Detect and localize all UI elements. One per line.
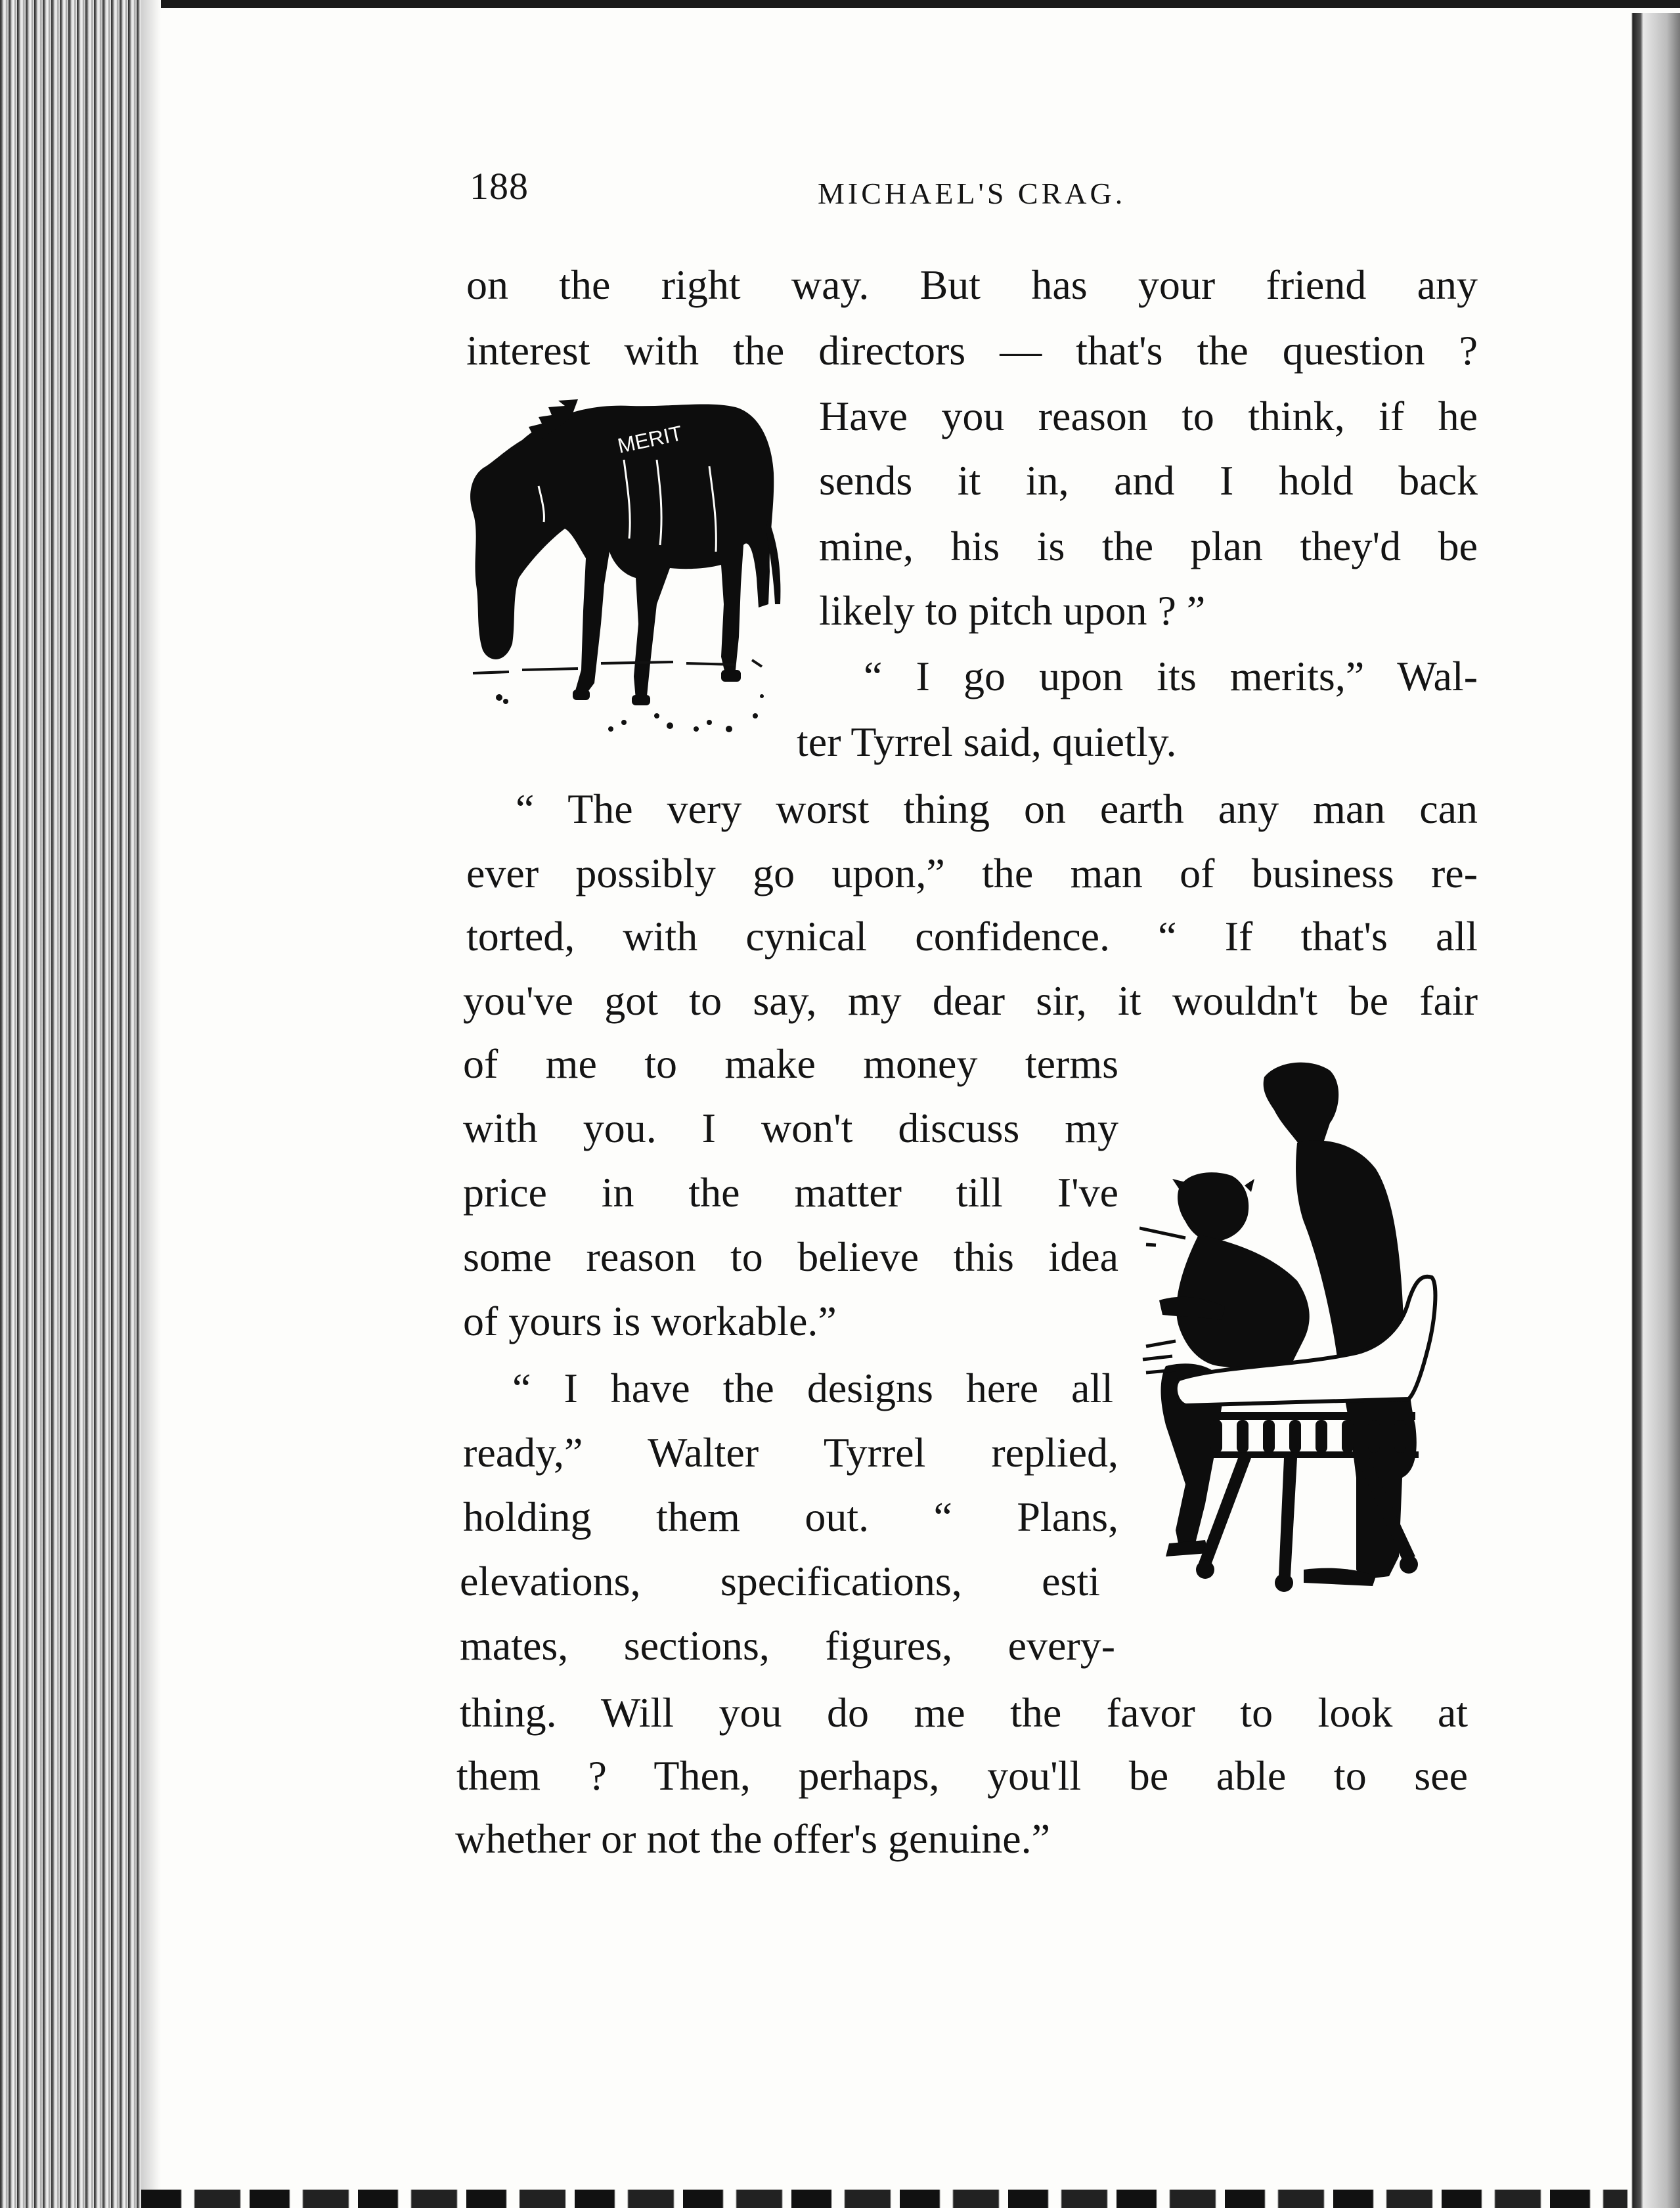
text-line-14: with you. I won't discuss my [463,1105,1118,1151]
text-line-25: whether or not the offer's genuine.” [455,1815,1051,1862]
page-number: 188 [470,165,529,208]
bottom-edge [141,2190,1627,2208]
horse-label-text: MERIT [615,421,684,458]
text-line-11: torted, with cynical confidence. “ If that's all [466,913,1478,960]
text-line-1: on the right way. But has your friend any [466,261,1478,308]
top-edge [131,0,1680,8]
text-line-17: of yours is workable.” [463,1298,837,1344]
text-line-13: of me to make money terms [463,1040,1118,1087]
text-line-6: likely to pitch upon ? ” [819,587,1206,634]
text-line-4: sends it in, and I hold back [819,457,1478,504]
two-men-silhouette-illustration [1139,1057,1481,1648]
text-line-5: mine, his is the plan they'd be [819,523,1478,569]
text-line-9: “ The very worst thing on earth any man can [516,785,1478,832]
text-line-15: price in the matter till I've [463,1169,1118,1216]
text-line-16: some reason to believe this idea [463,1233,1118,1280]
right-page-border [1627,13,1680,2208]
text-line-18: “ I have the designs here all [512,1365,1113,1411]
running-head [470,164,1494,217]
gutter-shadow [141,0,161,2208]
text-line-19: ready,” Walter Tyrrel replied, [463,1429,1118,1476]
text-line-22: mates, sections, figures, every- [460,1622,1115,1669]
text-line-2: interest with the directors — that's the question ? [466,327,1478,374]
text-line-23: thing. Will you do me the favor to look at [460,1689,1468,1736]
book-page-edges [0,0,141,2208]
running-title: MICHAEL'S CRAG. [818,177,1126,210]
text-line-7: “ I go upon its merits,” Wal- [864,653,1478,699]
text-line-12: you've got to say, my dear sir, it wouldn't be fair [463,977,1478,1024]
text-line-10: ever possibly go upon,” the man of business re- [466,850,1478,896]
text-line-3: Have you reason to think, if he [819,393,1478,439]
text-line-8: ter Tyrrel said, quietly. [797,718,1177,765]
text-line-20: holding them out. “ Plans, [463,1493,1118,1540]
text-line-21: elevations, specifications, esti [460,1558,1100,1604]
text-line-24: them ? Then, perhaps, you'll be able to see [456,1752,1468,1799]
horse-silhouette-illustration [460,387,788,775]
